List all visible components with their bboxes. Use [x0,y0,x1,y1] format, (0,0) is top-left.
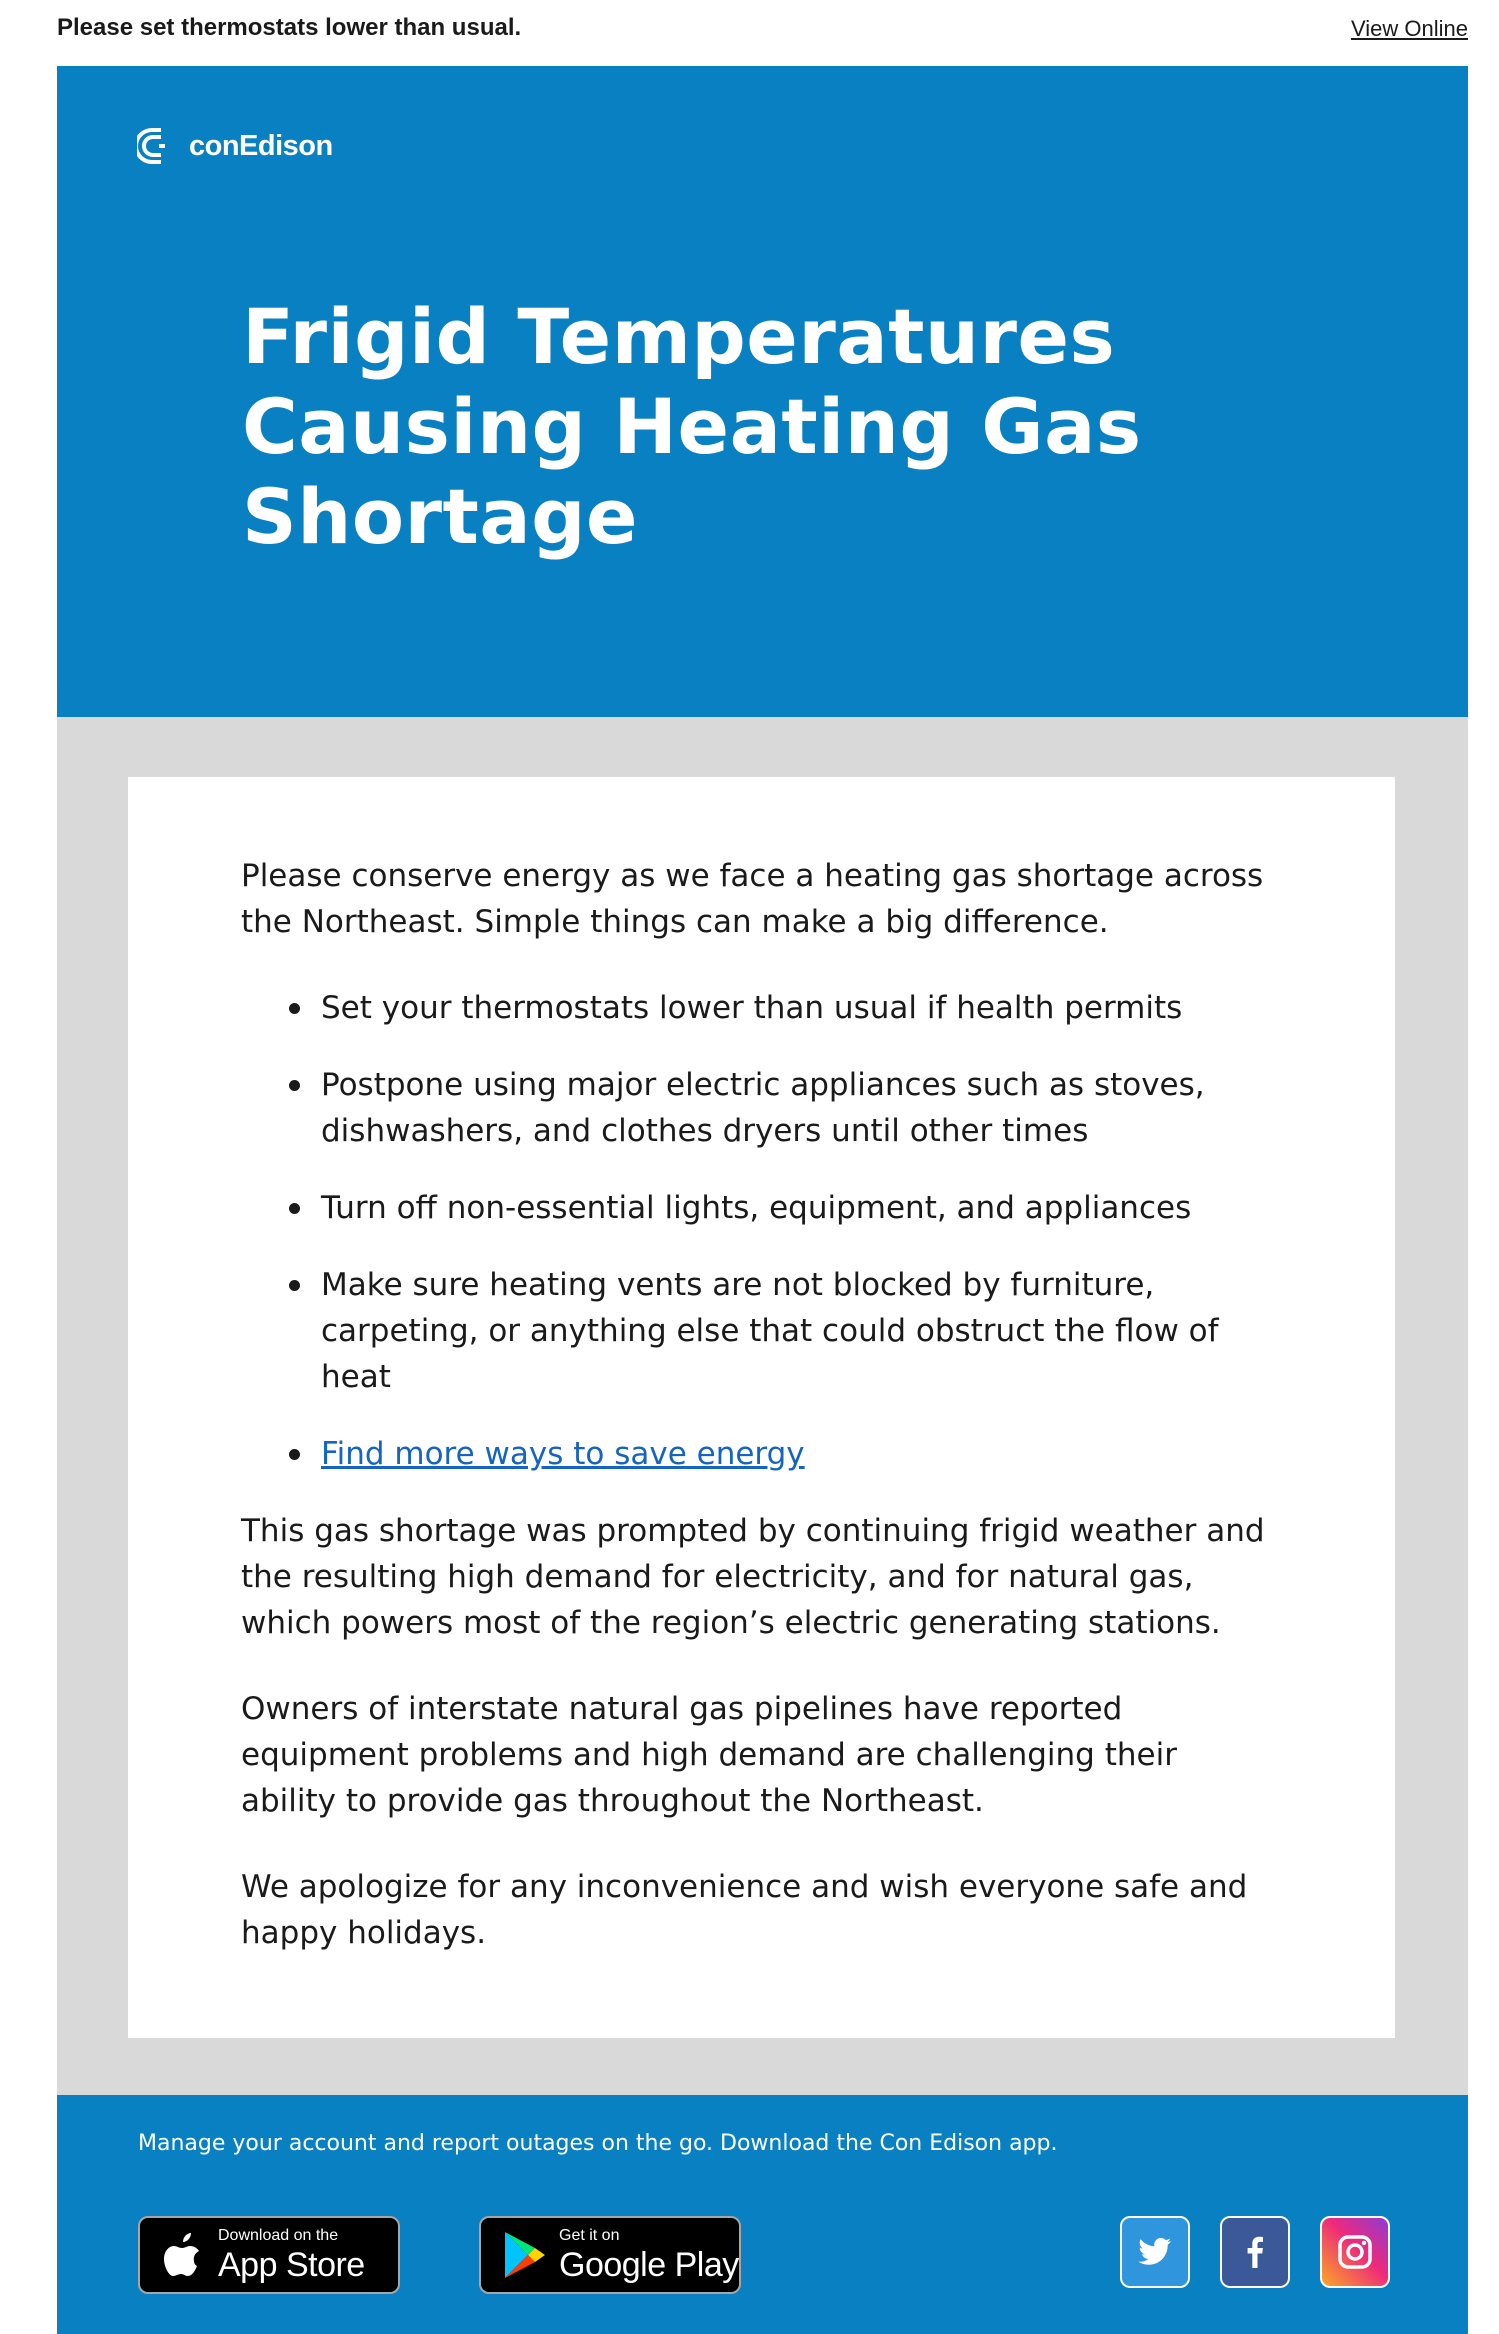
instagram-button[interactable] [1320,2216,1390,2288]
bullet [289,1080,300,1091]
list-item [241,1185,1271,1231]
message-content [241,853,1271,1996]
bullet [289,1203,300,1214]
list-item [241,1431,1271,1477]
google-play-icon [501,2230,547,2280]
google-play-small-label: Get it on [559,2227,620,2244]
footer [57,2095,1468,2334]
preheader-text: Please set thermostats lower than usual. [57,14,522,41]
tip-text: Make sure heating vents are not blocked by furniture, carpeting, or anything else that could obstruct the flow of heat [321,1267,1219,1395]
app-store-small-label: Download on the [218,2227,339,2244]
facebook-icon [1235,2232,1275,2272]
preheader [57,14,1468,54]
bullet [289,1449,300,1460]
save-energy-link[interactable]: Find more ways to save energy [321,1436,805,1472]
instagram-icon [1335,2232,1375,2272]
twitter-icon [1135,2232,1175,2272]
google-play-text [559,2228,739,2282]
tip-text: Set your thermostats lower than usual if health permits [321,990,1183,1026]
tip-text: Turn off non-essential lights, equipment, and appliances [321,1190,1192,1226]
apple-icon [160,2230,206,2280]
tips-list [241,985,1271,1477]
tip-text: Postpone using major electric appliances such as stoves, dishwashers, and clothes dryers until other times [321,1067,1205,1149]
conedison-logo-icon [137,127,185,165]
logo-text: conEdison [189,129,333,162]
hero-banner [57,66,1468,717]
body-paragraph: We apologize for any inconvenience and wish everyone safe and happy holidays. [241,1869,1248,1951]
conedison-logo[interactable] [137,126,333,166]
bullet [289,1003,300,1014]
body-paragraph: This gas shortage was prompted by continuing frigid weather and the resulting high demand for electricity, and for natural gas, which powers most of the region’s electric generating stations. [241,1513,1265,1641]
list-item [241,1262,1271,1400]
app-store-text [218,2228,365,2282]
google-play-label: Google Play [559,2246,739,2284]
bullet [289,1280,300,1291]
twitter-button[interactable] [1120,2216,1190,2288]
body-paragraph: Owners of interstate natural gas pipelines have reported equipment problems and high demand are challenging their ability to provide gas throughout the Northeast. [241,1691,1177,1819]
view-online-link[interactable]: View Online [1351,16,1468,41]
content-background [57,717,1468,2095]
app-store-button[interactable] [138,2216,400,2294]
intro-paragraph: Please conserve energy as we face a heating gas shortage across the Northeast. Simple things can make a big difference. [241,858,1264,940]
message-card [128,777,1395,2038]
google-play-button[interactable] [479,2216,741,2294]
list-item [241,985,1271,1031]
facebook-button[interactable] [1220,2216,1290,2288]
hero-title: Frigid Temperatures Causing Heating Gas Shortage [242,292,1142,561]
footer-text: Manage your account and report outages on the go. Download the Con Edison app. [138,2131,1058,2156]
list-item [241,1062,1271,1154]
app-store-label: App Store [218,2246,365,2284]
